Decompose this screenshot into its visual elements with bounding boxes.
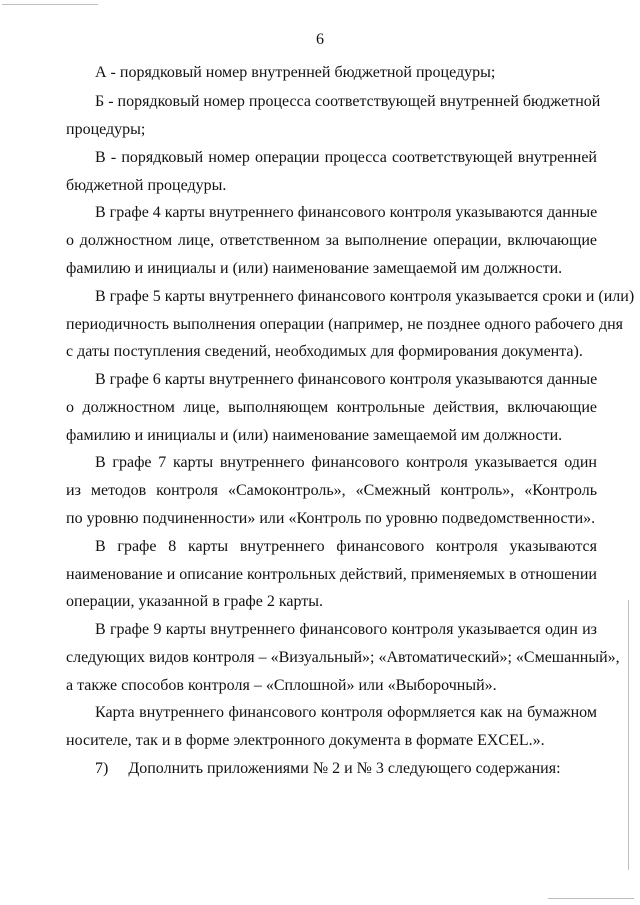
text-line: о должностном лице, выполняющем контрольные действия, включающие <box>66 399 597 416</box>
text-line: следующих видов контроля – «Визуальный»; «Автоматический»; «Смешанный», <box>66 649 620 666</box>
text-line: бюджетной процедуры. <box>66 177 227 194</box>
text-line: операции, указанной в графе 2 карты. <box>66 593 324 610</box>
text-line: В - порядковый номер операции процесса соответствующей внутренней <box>95 149 597 166</box>
text-line: Б - порядковый номер процесса соответствующей внутренней бюджетной <box>95 93 601 110</box>
text-line: о должностном лице, ответственном за выполнение операции, включающие <box>66 232 597 249</box>
text-line: по уровню подчиненности» или «Контроль по уровню подведомственности». <box>66 510 596 527</box>
text-line: В графе 4 карты внутреннего финансового контроля указываются данные <box>95 204 598 221</box>
text-line: 7) Дополнить приложениями № 2 и № 3 следующего содержания: <box>95 760 561 777</box>
text-line: наименование и описание контрольных действий, применяемых в отношении <box>66 566 597 583</box>
text-line: с даты поступления сведений, необходимых для формирования документа). <box>66 343 583 360</box>
scan-artifact-bottom <box>548 898 634 899</box>
text-line: В графе 7 карты внутреннего финансового контроля указывается один <box>95 454 597 471</box>
text-line: из методов контроля «Самоконтроль», «Смежный контроль», «Контроль <box>66 482 597 499</box>
text-line: А - порядковый номер внутренней бюджетной процедуры; <box>95 64 496 81</box>
text-line: Карта внутреннего финансового контроля оформляется как на бумажном <box>95 704 597 721</box>
text-line: фамилию и инициалы и (или) наименование замещаемой им должности. <box>66 427 563 444</box>
text-line: В графе 9 карты внутреннего финансового контроля указывается один из <box>95 621 597 638</box>
text-line: а также способов контроля – «Сплошной» или «Выборочный». <box>66 677 497 694</box>
text-line: В графе 8 карты внутреннего финансового контроля указываются <box>95 538 597 555</box>
text-line: В графе 6 карты внутреннего финансового контроля указываются данные <box>95 371 598 388</box>
text-line: процедуры; <box>66 121 146 138</box>
scan-artifact-right <box>628 600 629 870</box>
text-line: носителе, так и в форме электронного документа в формате EXCEL.». <box>66 732 545 749</box>
text-line: В графе 5 карты внутреннего финансового контроля указывается сроки и (или) <box>95 288 635 305</box>
scan-artifact-top <box>2 4 98 5</box>
text-line: периодичность выполнения операции (например, не позднее одного рабочего дня <box>66 316 624 333</box>
text-line: фамилию и инициалы и (или) наименование замещаемой им должности. <box>66 260 563 277</box>
page-number: 6 <box>316 31 324 48</box>
